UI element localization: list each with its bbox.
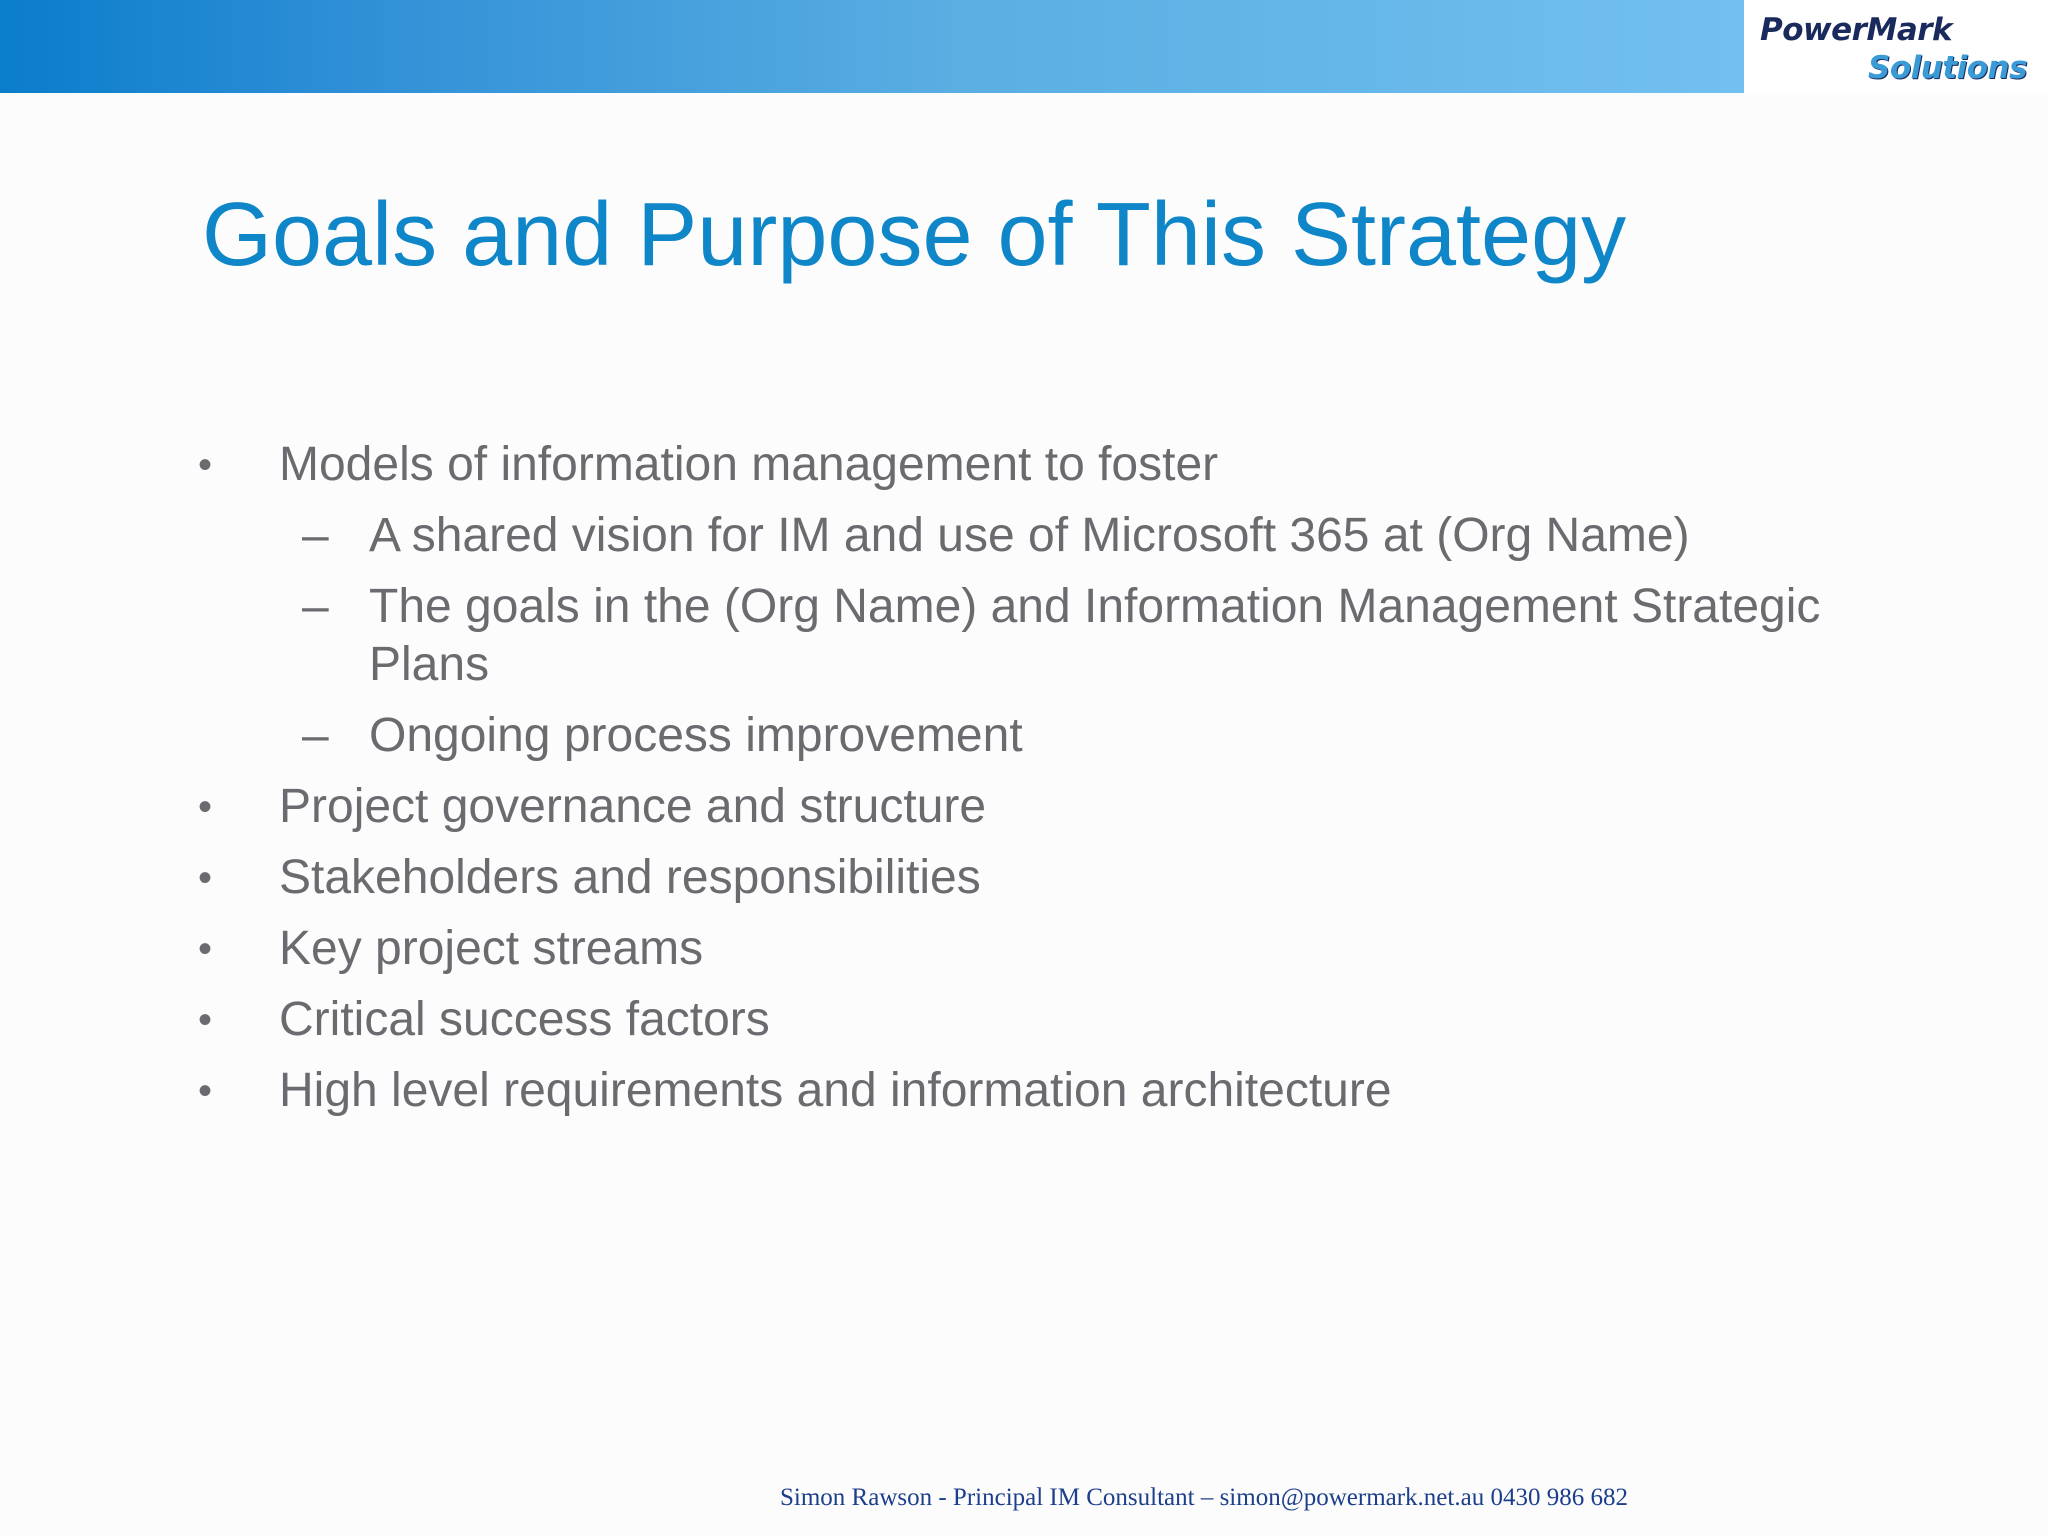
bullet-item bbox=[196, 436, 1916, 494]
bullet-marker: • bbox=[198, 785, 213, 829]
dash-marker: – bbox=[302, 509, 329, 562]
bullet-item bbox=[196, 1062, 1916, 1120]
sub-bullet-item bbox=[196, 578, 1916, 694]
bullet-marker: • bbox=[198, 1069, 213, 1113]
bullet-item bbox=[196, 849, 1916, 907]
bullet-text: High level requirements and information architecture bbox=[279, 1064, 1392, 1117]
header-gradient-band bbox=[0, 0, 1744, 93]
footer-contact: Simon Rawson - Principal IM Consultant – simon@powermark.net.au 0430 986 682 bbox=[780, 1484, 1628, 1511]
logo-wordmark-bottom: Solutions bbox=[1868, 50, 2028, 86]
bullet-list bbox=[196, 436, 1916, 1133]
sub-bullet-item bbox=[196, 707, 1916, 765]
bullet-item bbox=[196, 920, 1916, 978]
bullet-marker: • bbox=[198, 927, 213, 971]
sub-bullet-item bbox=[196, 507, 1916, 565]
slide-title: Goals and Purpose of This Strategy bbox=[202, 185, 1627, 285]
sub-bullet-text: The goals in the (Org Name) and Information Management Strategic Plans bbox=[369, 580, 1821, 691]
logo-wordmark-top: PowerMark bbox=[1760, 12, 1953, 48]
bullet-item bbox=[196, 991, 1916, 1049]
bullet-text: Critical success factors bbox=[279, 993, 770, 1046]
dash-marker: – bbox=[302, 580, 329, 633]
bullet-text: Models of information management to foster bbox=[279, 438, 1219, 491]
bullet-marker: • bbox=[198, 998, 213, 1042]
sub-bullet-text: A shared vision for IM and use of Microsoft 365 at (Org Name) bbox=[369, 509, 1690, 562]
bullet-marker: • bbox=[198, 856, 213, 900]
dash-marker: – bbox=[302, 709, 329, 762]
bullet-text: Project governance and structure bbox=[279, 780, 987, 833]
bullet-item bbox=[196, 778, 1916, 836]
bullet-text: Stakeholders and responsibilities bbox=[279, 851, 981, 904]
sub-bullet-text: Ongoing process improvement bbox=[369, 709, 1023, 762]
bullet-marker: • bbox=[198, 443, 213, 487]
bullet-text: Key project streams bbox=[279, 922, 704, 975]
